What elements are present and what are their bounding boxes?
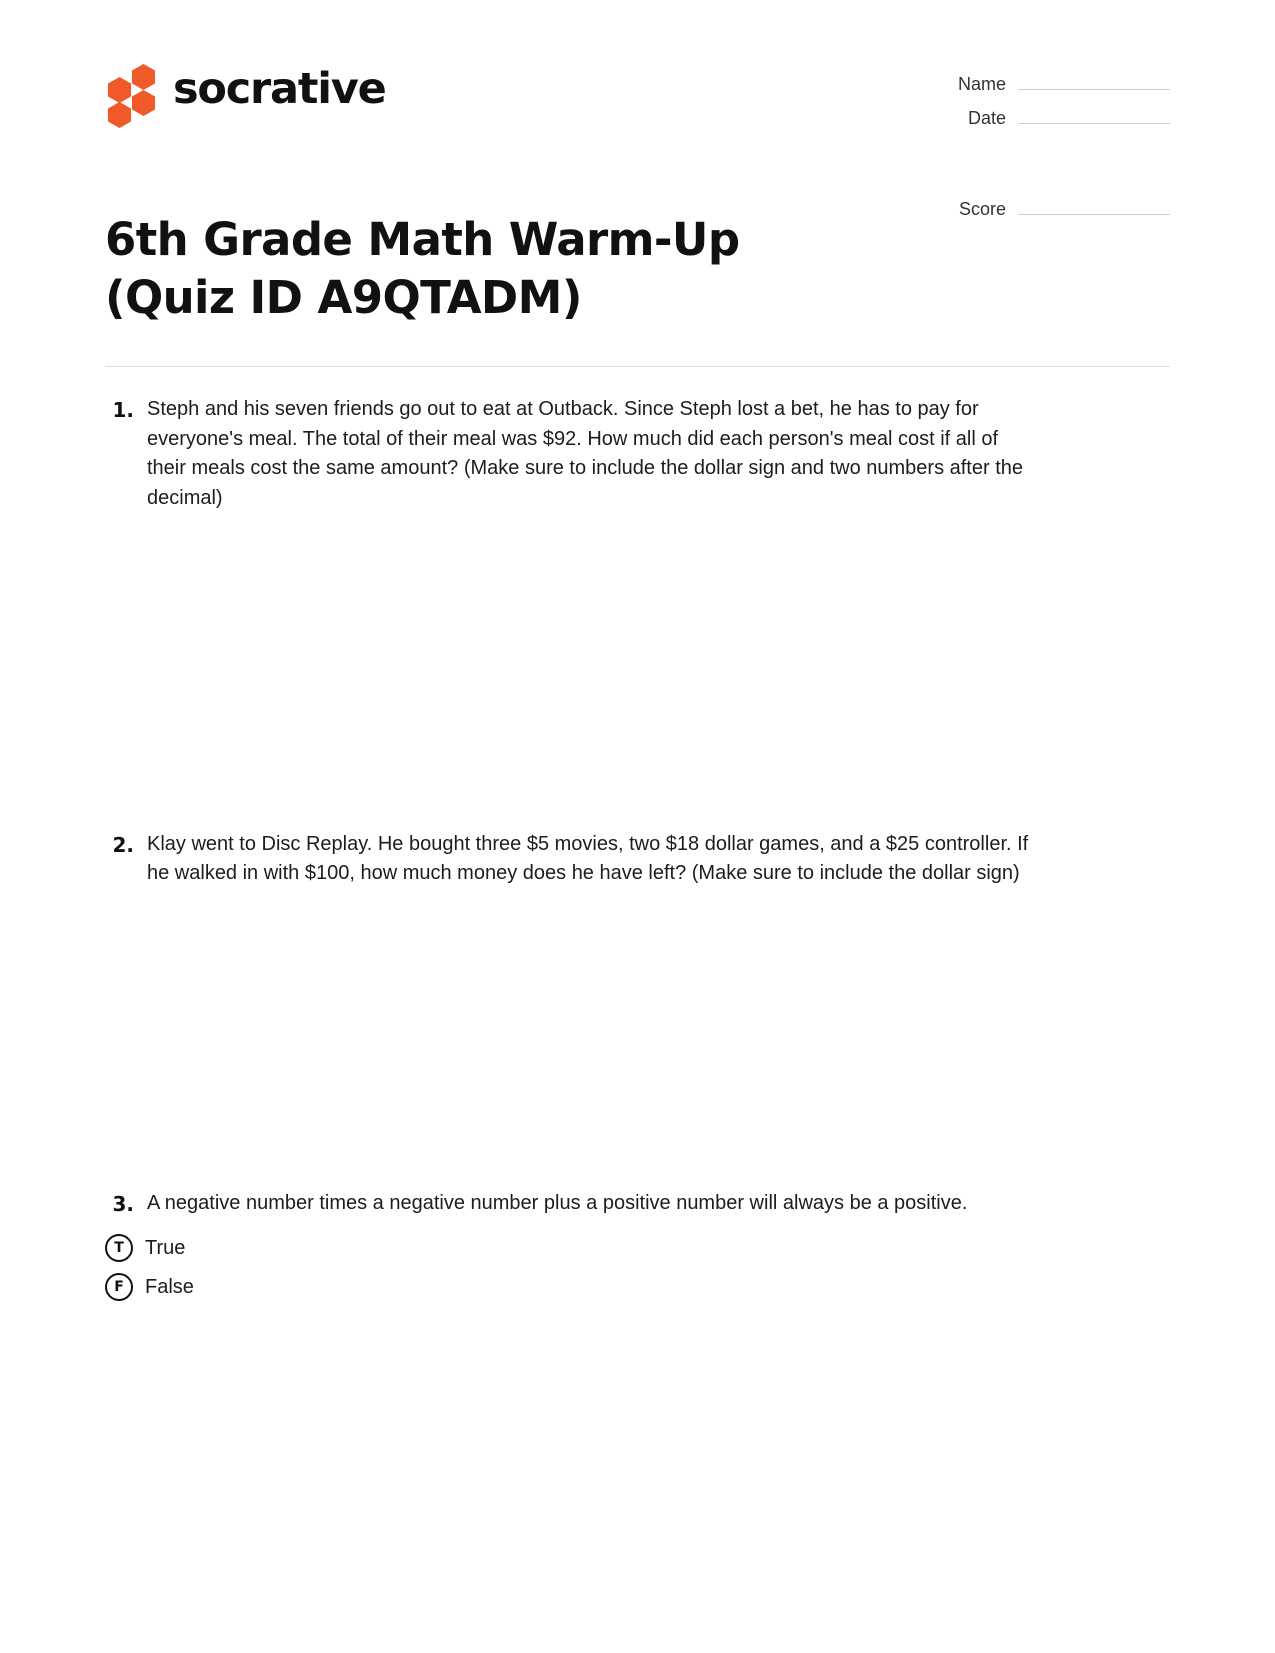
choice-false[interactable] [105, 1273, 1170, 1301]
socrative-hexagon-logo-icon [105, 64, 157, 114]
question-number: 3. [112, 1191, 134, 1216]
page-title: 6th Grade Math Warm-Up (Quiz ID A9QTADM) [105, 213, 740, 324]
answer-space[interactable] [147, 514, 1170, 830]
hexagon-top-right-icon [132, 64, 155, 90]
choice-bubble-icon[interactable]: T [105, 1234, 133, 1262]
score-input-line[interactable] [1018, 199, 1170, 215]
choices-list [105, 1234, 1170, 1301]
student-info-fields [922, 58, 1170, 233]
question-item [105, 395, 1170, 829]
question-item [105, 1189, 1170, 1313]
brand-name: socrative [173, 63, 386, 114]
question-text: Klay went to Disc Replay. He bought three $5 movies, two $18 dollar games, and a $25 controller. If he walked in with $100, how much money does he have left? (Make sure to include the dollar sign) [147, 832, 1029, 885]
name-field-row [922, 74, 1170, 95]
score-field-label: Score [958, 199, 1006, 219]
question-text: A negative number times a negative number plus a positive number will always be a positive. [147, 1191, 968, 1214]
name-field-label: Name [957, 74, 1006, 94]
question-text: Steph and his seven friends go out to eat at Outback. Since Steph lost a bet, he has to pay for everyone's meal. The total of their meal was $92. How much did each person's meal cost if all of their meals cost the same amount? (Make sure to include the dollar sign and two numbers after the decimal) [147, 398, 1024, 509]
answer-space[interactable] [147, 889, 1170, 1189]
hexagon-middle-left-icon [108, 77, 131, 103]
name-input-line[interactable] [1018, 74, 1170, 90]
page-header [0, 0, 1275, 233]
hexagon-bottom-left-icon [108, 102, 131, 128]
question-body [147, 830, 1170, 1189]
date-field-label: Date [967, 108, 1006, 128]
choice-label: True [145, 1237, 186, 1260]
choice-bubble-icon[interactable]: F [105, 1273, 133, 1301]
question-body [147, 395, 1170, 829]
score-field-row [922, 199, 1170, 220]
header-divider [105, 366, 1170, 367]
brand-logo [105, 58, 386, 114]
date-field-row [922, 108, 1170, 129]
date-input-line[interactable] [1018, 108, 1170, 124]
question-body [114, 1189, 1170, 1313]
choice-true[interactable] [105, 1234, 1170, 1262]
questions-list [0, 395, 1275, 1312]
choice-label: False [145, 1276, 194, 1299]
hexagon-middle-right-icon [132, 90, 155, 116]
question-number: 2. [112, 832, 134, 857]
question-number: 1. [112, 398, 134, 423]
question-item [105, 830, 1170, 1189]
